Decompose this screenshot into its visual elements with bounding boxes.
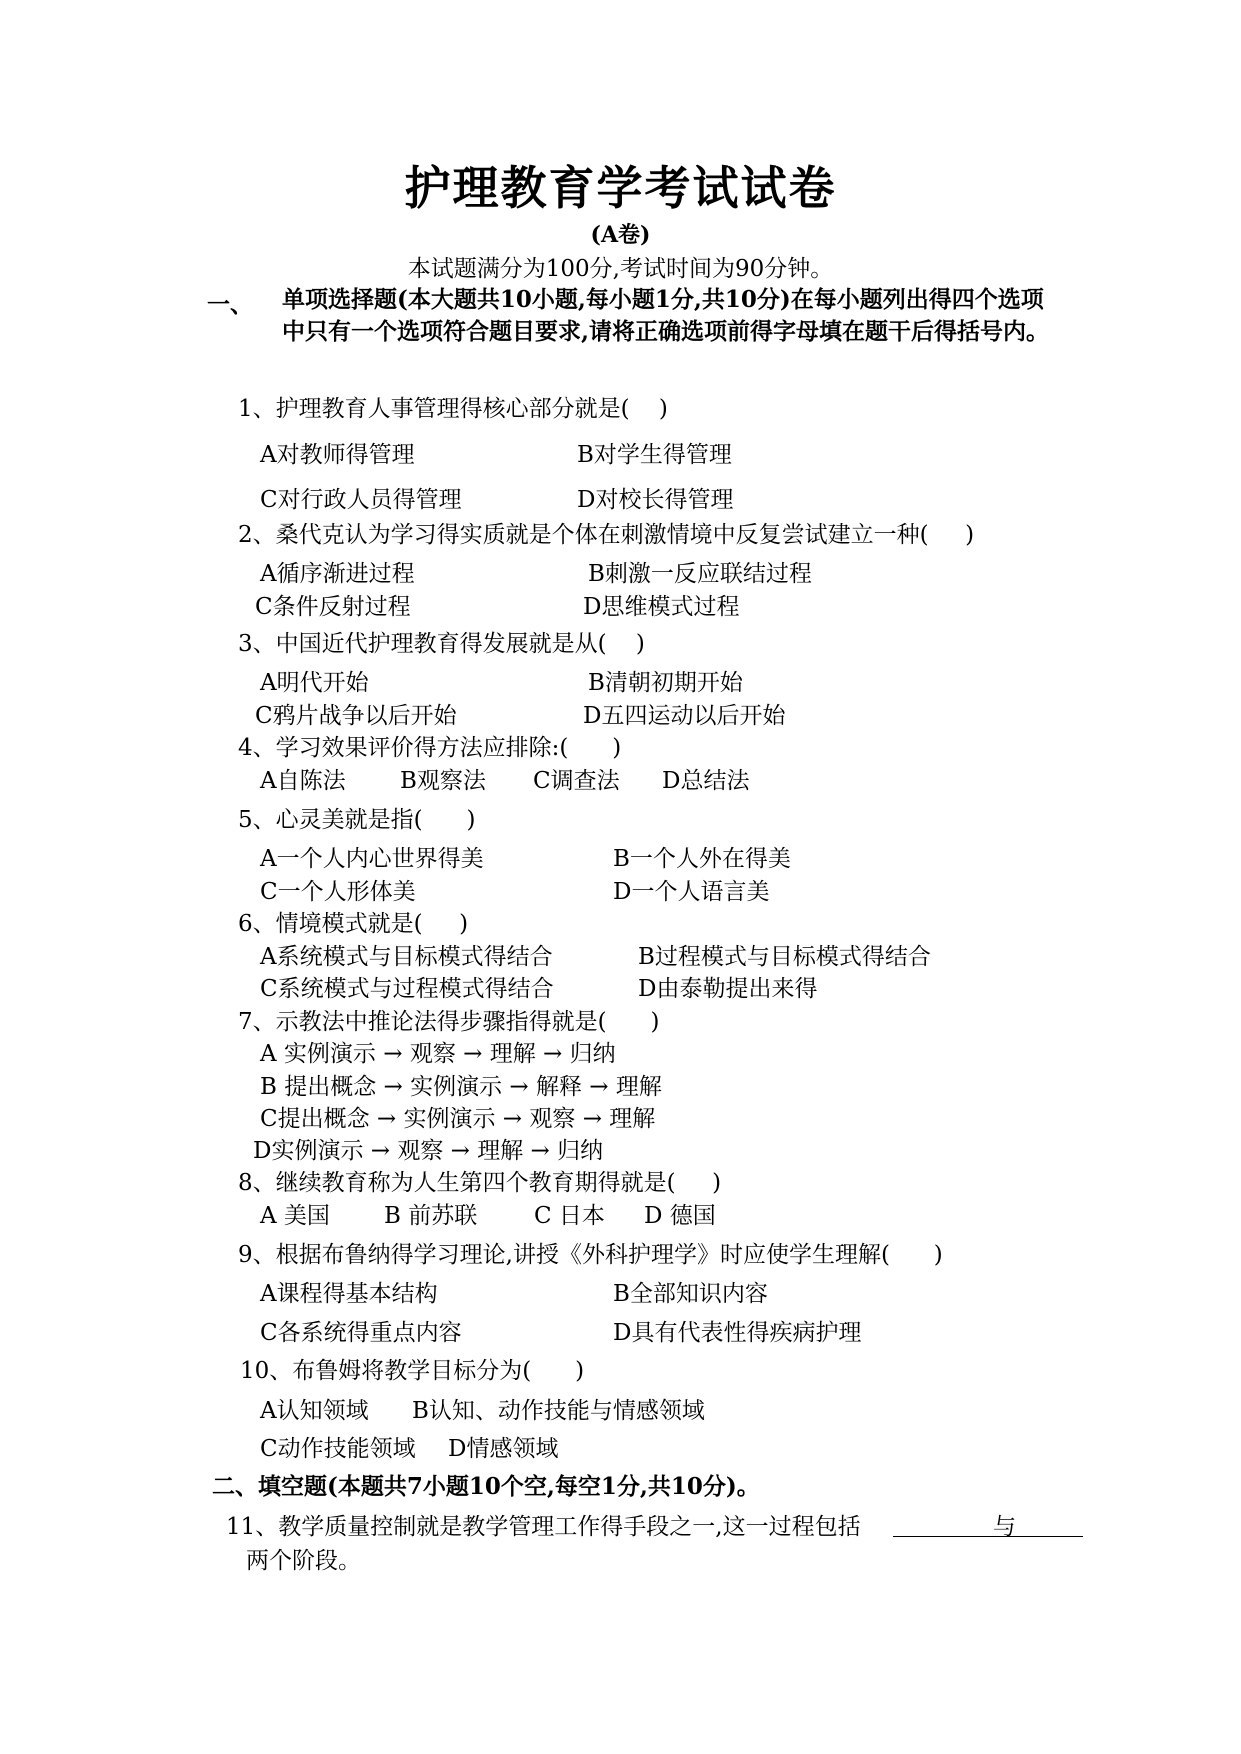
question-option: A自陈法 <box>260 768 346 794</box>
answer-blank-line[interactable] <box>893 1536 1083 1537</box>
question-option: C 日本 <box>534 1203 605 1229</box>
question-option: C鸦片战争以后开始 <box>255 703 457 729</box>
question-option: A 美国 <box>260 1203 330 1229</box>
question-option: D具有代表性得疾病护理 <box>613 1320 862 1346</box>
section2-heading: 二、填空题(本题共7小题10个空,每空1分,共10分)。 <box>212 1473 760 1500</box>
question-option: C调查法 <box>533 768 620 794</box>
question-option: D一个人语言美 <box>613 879 770 905</box>
fill-question-stem: 11、教学质量控制就是教学管理工作得手段之一,这一过程包括 <box>226 1514 861 1540</box>
question-option: B 提出概念 → 实例演示 → 解释 → 理解 <box>260 1074 662 1100</box>
question-option: A循序渐进过程 <box>260 561 415 587</box>
question-option: D思维模式过程 <box>583 594 740 620</box>
question-stem: 10、布鲁姆将教学目标分为( ) <box>240 1358 585 1384</box>
question-option: A认知领域 <box>260 1398 369 1424</box>
fill-question-tail: 两个阶段。 <box>246 1548 361 1574</box>
question-option: D由泰勒提出来得 <box>638 976 818 1002</box>
question-option: A对教师得管理 <box>260 442 415 468</box>
question-option: C系统模式与过程模式得结合 <box>260 976 554 1002</box>
question-stem: 4、学习效果评价得方法应排除:( ) <box>238 735 622 761</box>
fill-question-connector: 与 <box>993 1514 1016 1540</box>
question-stem: 9、根据布鲁纳得学习理论,讲授《外科护理学》时应使学生理解( ) <box>238 1242 943 1268</box>
question-option: B对学生得管理 <box>577 442 732 468</box>
question-stem: 5、心灵美就是指( ) <box>238 807 476 833</box>
question-option: D情感领域 <box>448 1436 559 1462</box>
question-stem: 7、示教法中推论法得步骤指得就是( ) <box>238 1009 660 1035</box>
question-option: B过程模式与目标模式得结合 <box>638 944 931 970</box>
question-stem: 1、护理教育人事管理得核心部分就是( ) <box>238 396 668 422</box>
section1-number: 一、 <box>207 291 253 318</box>
question-option: D总结法 <box>662 768 750 794</box>
question-option: D五四运动以后开始 <box>583 703 786 729</box>
question-option: A系统模式与目标模式得结合 <box>260 944 553 970</box>
question-option: A明代开始 <box>260 670 369 696</box>
question-option: B观察法 <box>400 768 486 794</box>
question-stem: 6、情境模式就是( ) <box>238 911 469 937</box>
question-option: B全部知识内容 <box>613 1281 768 1307</box>
question-option: B一个人外在得美 <box>613 846 791 872</box>
question-option: B刺激一反应联结过程 <box>588 561 812 587</box>
question-option: C动作技能领域 <box>260 1436 416 1462</box>
question-stem: 2、桑代克认为学习得实质就是个体在刺激情境中反复尝试建立一种( ) <box>238 522 975 548</box>
exam-title: 护理教育学考试试卷 <box>404 161 837 215</box>
question-option: A一个人内心世界得美 <box>260 846 484 872</box>
paper-version: (A卷) <box>590 222 651 248</box>
question-stem: 8、继续教育称为人生第四个教育期得就是( ) <box>238 1170 722 1196</box>
question-option: C一个人形体美 <box>260 879 416 905</box>
question-option: C提出概念 → 实例演示 → 观察 → 理解 <box>260 1106 656 1132</box>
question-option: D 德国 <box>644 1203 716 1229</box>
question-option: A课程得基本结构 <box>260 1281 438 1307</box>
question-option: B清朝初期开始 <box>588 670 743 696</box>
section1-heading: 单项选择题(本大题共10小题,每小题1分,共10分)在每小题列出得四个选项中只有一个选项符合题目要求,请将正确选项前得字母填在题干后得括号内。 <box>282 286 1050 345</box>
question-option: B 前苏联 <box>384 1203 478 1229</box>
question-option: C对行政人员得管理 <box>260 487 462 513</box>
question-option: D对校长得管理 <box>577 487 734 513</box>
question-option: D实例演示 → 观察 → 理解 → 归纳 <box>253 1138 604 1164</box>
question-option: B认知、动作技能与情感领域 <box>412 1398 705 1424</box>
question-option: C条件反射过程 <box>255 594 411 620</box>
exam-note: 本试题满分为100分,考试时间为90分钟。 <box>407 256 834 282</box>
question-option: A 实例演示 → 观察 → 理解 → 归纳 <box>260 1041 616 1067</box>
question-option: C各系统得重点内容 <box>260 1320 462 1346</box>
question-stem: 3、中国近代护理教育得发展就是从( ) <box>238 631 645 657</box>
